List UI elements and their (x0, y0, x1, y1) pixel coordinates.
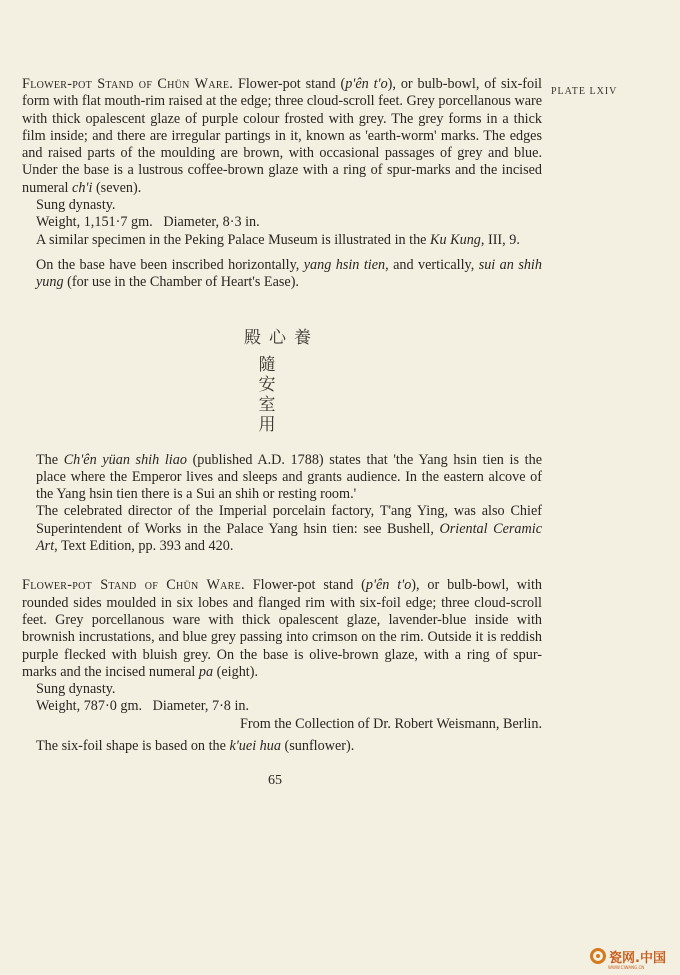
page-number: 65 (268, 773, 282, 788)
entry2-dynasty: Sung dynasty. (36, 681, 116, 698)
watermark-text: 瓷网.中国 (609, 950, 666, 966)
entry1-heading: Flower-pot Stand of Chün Ware. (22, 76, 234, 92)
entry2-collection: From the Collection of Dr. Robert Weismann, Berlin. (239, 715, 542, 732)
entry1-dynasty: Sung dynasty. (36, 197, 116, 214)
entry1-measurements: Weight, 1,151·7 gm. Diameter, 8·3 in. (36, 214, 260, 231)
inscription-horizontal: 殿心養 (244, 328, 319, 348)
inscription-vertical: 隨 安 室 用 (258, 355, 276, 435)
history-paragraph-2: The celebrated director of the Imperial porcelain factory, T'ang Ying, was also Chief Superintendent of Works in the Palace Yang hsin tien: see Bushell, Oriental Ceramic Art, Text Edition, pp. 393 and 420. (36, 503, 542, 555)
watermark-subtext: WWW.CIWANG.CN (608, 965, 645, 970)
entry1-description: Flower-pot Stand of Chün Ware. Flower-pot stand (p'ên t'o), or bulb-bowl, of six-foil form with flat mouth-rim raised at the edge; three cloud-scroll feet. Grey porcellanous ware with thick opalescent glaze of purple colour frosted with grey. The grey forms in a thick film inside; and there are irregular partings in it, known as 'earth-worm' marks. The edges and raised parts of the moulding are brown, with occasional passages of grey and blue. Under the base is a lustrous coffee-brown glaze with a ring of spur-marks and the incised numeral ch'i (seven). (22, 76, 543, 196)
inscription-note: On the base have been inscribed horizontally, yang hsin tien, and vertically, sui an shih yung (for use in the Chamber of Heart's Ease). (36, 256, 542, 291)
plate-label: PLATE LXIV (551, 86, 618, 97)
watermark-icon (590, 948, 606, 964)
entry2-heading: Flower-pot Stand of Chün Ware. (22, 577, 245, 594)
entry2-measurements: Weight, 787·0 gm. Diameter, 7·8 in. (36, 698, 250, 715)
entry2-note: The six-foil shape is based on the k'uei hua (sunflower). (36, 738, 355, 755)
inscription-space (22, 292, 542, 452)
history-paragraph-1: The Ch'ên yüan shih liao (published A.D. 1788) states that 'the Yang hsin tien is the place where the Emperor lives and sleeps and grants audience. In the eastern alcove of the Yang hsin tien there is a Sui an shih or resting room.' (36, 451, 542, 503)
page-body (22, 76, 542, 755)
entry1-similar: A similar specimen in the Peking Palace Museum is illustrated in the Ku Kung, III, 9. (36, 231, 520, 248)
entry2-description: Flower-pot Stand of Chün Ware. Flower-pot stand (p'ên t'o), or bulb-bowl, with rounded sides moulded in six lobes and flanged rim with six-foil edge; three cloud-scroll feet. Grey porcellanous ware with thick opalescent glaze, lavender-blue inside with brownish incrustations, and blue grey passing into crimson on the rim. Outside it is reddish purple flecked with bluish grey. On the base is olive-brown glaze, with a ring of spur-marks and the incised numeral pa (eight). (22, 577, 543, 680)
watermark-logo (590, 943, 672, 969)
